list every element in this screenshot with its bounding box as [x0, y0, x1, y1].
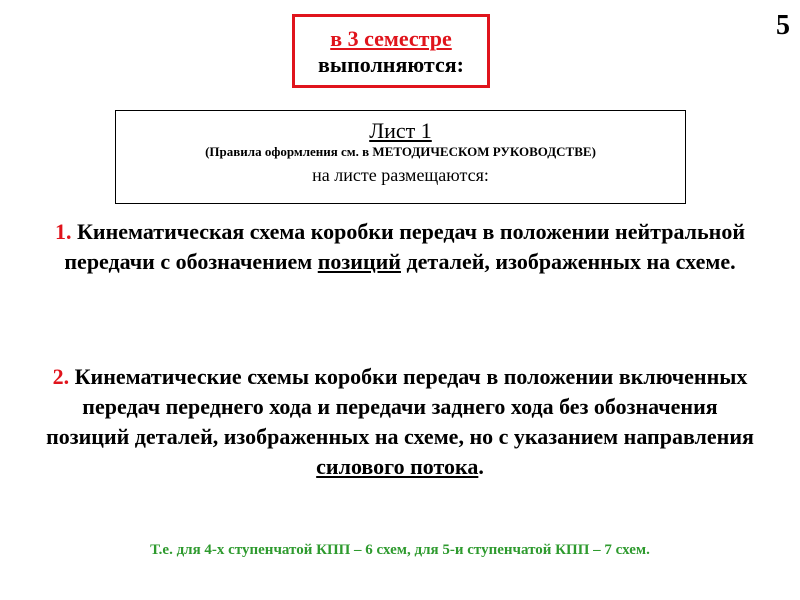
sheet-title: Лист 1: [369, 118, 432, 143]
sheet-box: [115, 110, 686, 204]
semester-box: [292, 14, 490, 88]
requirement-item-2: [40, 362, 760, 482]
item-number: 1.: [54, 219, 72, 244]
item-underlined-text: силового потока: [316, 454, 479, 479]
item-text: Кинематические схемы коробки передач в положении включенных передач переднего хода и передачи заднего хода без обозначения позиций деталей, изображенных на схеме, но с указанием направления: [46, 364, 754, 449]
sheet-rules-note: (Правила оформления см. в МЕТОДИЧЕСКОМ РУКОВОДСТВЕ): [205, 144, 596, 159]
sheet-placed-text: на листе размещаются:: [312, 165, 489, 185]
item-text: Кинематическая схема коробки передач в положении нейтральной передачи с обозначением: [64, 219, 746, 274]
item-text-end: .: [478, 454, 484, 479]
item-underlined-text: позиций: [317, 249, 401, 274]
item-text-end: деталей, изображенных на схеме.: [400, 249, 736, 274]
requirement-item-1: [40, 217, 760, 277]
page-number: 5: [776, 10, 790, 41]
semester-label: в 3 семестре: [330, 26, 452, 51]
item-number: 2.: [52, 364, 70, 389]
footnote: Т.е. для 4-х ступенчатой КПП – 6 схем, для 5-и ступенчатой КПП – 7 схем.: [150, 542, 650, 558]
semester-performed-label: выполняются:: [318, 52, 464, 77]
